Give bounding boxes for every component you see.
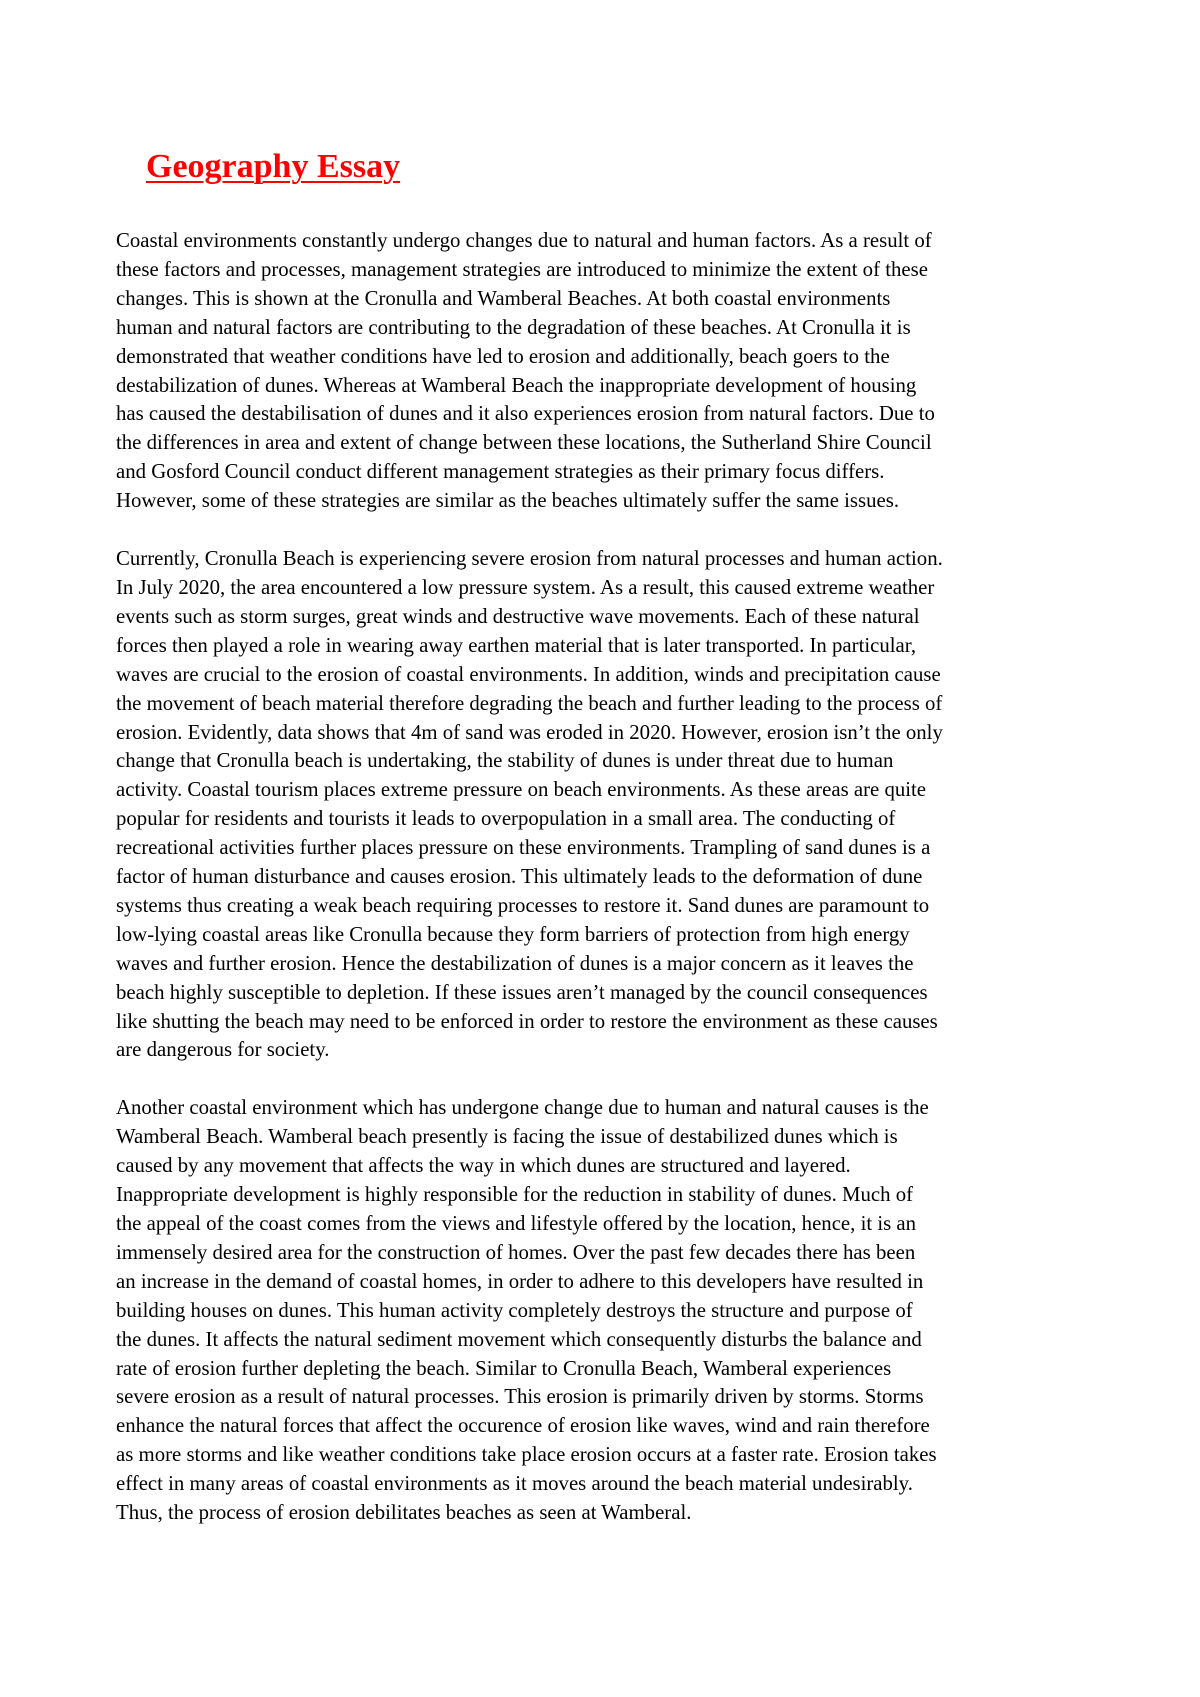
paragraph-line: as more storms and like weather conditions take place erosion occurs at a faster rate. Erosion takes [116, 1443, 937, 1467]
paragraph-line: forces then played a role in wearing away earthen material that is later transported. In particular, [116, 633, 917, 657]
paragraph-line: activity. Coastal tourism places extreme pressure on beach environments. As these areas are quite [116, 778, 927, 802]
paragraph-line: However, some of these strategies are similar as the beaches ultimately suffer the same issues. [116, 489, 900, 513]
paragraph-line: recreational activities further places pressure on these environments. Trampling of sand dunes is a [116, 836, 931, 860]
paragraph-line: factor of human disturbance and causes erosion. This ultimately leads to the deformation of dune [116, 865, 923, 889]
paragraph-line: change that Cronulla beach is undertaking, the stability of dunes is under threat due to human [116, 749, 894, 773]
paragraph-line: erosion. Evidently, data shows that 4m of sand was eroded in 2020. However, erosion isn’t the only [116, 720, 943, 744]
paragraph-line: Currently, Cronulla Beach is experiencing severe erosion from natural processes and human action. [116, 547, 943, 571]
paragraph-line: changes. This is shown at the Cronulla and Wamberal Beaches. At both coastal environments [116, 286, 891, 310]
essay-paragraph [116, 545, 1116, 1065]
paragraph-line: In July 2020, the area encountered a low pressure system. As a result, this caused extreme weather [116, 575, 935, 599]
paragraph-line: and Gosford Council conduct different management strategies as their primary focus differs. [116, 460, 885, 484]
paragraph-line: the movement of beach material therefore degrading the beach and further leading to the process of [116, 691, 943, 715]
paragraph-line: human and natural factors are contributing to the degradation of these beaches. At Cronulla it is [116, 315, 911, 339]
paragraph-line: Another coastal environment which has undergone change due to human and natural causes is the [116, 1096, 929, 1120]
paragraph-line: building houses on dunes. This human activity completely destroys the structure and purpose of [116, 1298, 913, 1322]
essay-paragraph [116, 1094, 1116, 1528]
paragraph-line: caused by any movement that affects the way in which dunes are structured and layered. [116, 1154, 851, 1178]
paragraph-line: Thus, the process of erosion debilitates beaches as seen at Wamberal. [116, 1501, 692, 1525]
essay-paragraph [116, 227, 1116, 516]
paragraph-line: Coastal environments constantly undergo changes due to natural and human factors. As a result of [116, 229, 932, 252]
page-title: Geography Essay [146, 148, 401, 185]
paragraph-line: immensely desired area for the construction of homes. Over the past few decades there has been [116, 1240, 916, 1264]
paragraph-line: like shutting the beach may need to be enforced in order to restore the environment as these causes [116, 1009, 938, 1033]
paragraph-line: systems thus creating a weak beach requiring processes to restore it. Sand dunes are paramount to [116, 893, 930, 917]
paragraph-line: demonstrated that weather conditions have led to erosion and additionally, beach goers to the [116, 344, 890, 368]
paragraph-line: the appeal of the coast comes from the views and lifestyle offered by the location, hence, it is an [116, 1212, 917, 1235]
paragraph-line: waves and further erosion. Hence the destabilization of dunes is a major concern as it leaves the [116, 951, 914, 975]
essay-body [116, 227, 1116, 1557]
paragraph-line: an increase in the demand of coastal homes, in order to adhere to this developers have resulted in [116, 1269, 924, 1293]
paragraph-line: beach highly susceptible to depletion. If these issues aren’t managed by the council consequences [116, 980, 928, 1004]
paragraph-line: effect in many areas of coastal environments as it moves around the beach material undesirably. [116, 1472, 913, 1496]
paragraph-line: the dunes. It affects the natural sediment movement which consequently disturbs the balance and [116, 1327, 922, 1351]
paragraph-line: destabilization of dunes. Whereas at Wamberal Beach the inappropriate development of housing [116, 373, 917, 397]
paragraph-line: enhance the natural forces that affect the occurence of erosion like waves, wind and rain therefore [116, 1414, 930, 1438]
paragraph-line: these factors and processes, management strategies are introduced to minimize the extent of these [116, 257, 928, 281]
paragraph-line: are dangerous for society. [116, 1038, 330, 1062]
paragraph-line: Inappropriate development is highly responsible for the reduction in stability of dunes. Much of [116, 1183, 914, 1207]
paragraph-line: rate of erosion further depleting the beach. Similar to Cronulla Beach, Wamberal experiences [116, 1356, 892, 1380]
paragraph-line: popular for residents and tourists it leads to overpopulation in a small area. The conducting of [116, 807, 896, 831]
paragraph-line: events such as storm surges, great winds and destructive wave movements. Each of these natural [116, 604, 920, 628]
paragraph-line: has caused the destabilisation of dunes and it also experiences erosion from natural factors. Due to [116, 402, 935, 426]
paragraph-line: waves are crucial to the erosion of coastal environments. In addition, winds and precipitation cause [116, 662, 941, 686]
paragraph-line: low-lying coastal areas like Cronulla because they form barriers of protection from high energy [116, 922, 910, 946]
paragraph-line: the differences in area and extent of change between these locations, the Sutherland Shire Council [116, 431, 932, 455]
paragraph-line: Wamberal Beach. Wamberal beach presently is facing the issue of destabilized dunes which is [116, 1125, 898, 1149]
paragraph-line: severe erosion as a result of natural processes. This erosion is primarily driven by storms. Storms [116, 1385, 924, 1409]
